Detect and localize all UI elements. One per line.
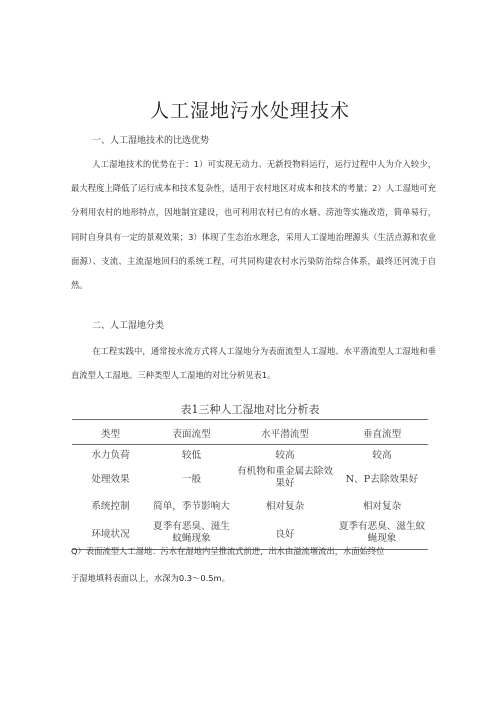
table-row	[72, 493, 428, 516]
section1-paragraph-text: 人工湿地技术的优势在于：1）可实现无动力、无新投物料运行，运行过程中人为介入较少，最大程度上降低了运行成本和技术复杂性，适用于农村地区对成本和技术的考量；2）人工湿地可充分利用农村的地形特点，因地制宜建设，也可利用农村已有的水塘、涝池等实施改造，简单易行，同时自身具有一定的景观效果；3）体现了生态治水理念，采用人工湿地治理源头（生活点源和农业面源）、支流、主流湿地回归的系统工程，可共同构建农村水污染防治综合体系，最终还河流于自然。	[71, 159, 436, 291]
table-header-cell: 表面流型	[172, 429, 211, 440]
table-cell: 环境状况	[91, 528, 130, 540]
table-header-cell: 水平潜流型	[261, 429, 309, 440]
table-row	[72, 444, 428, 463]
section2-paragraph	[71, 339, 436, 387]
section1-paragraph	[71, 152, 436, 297]
table-cell: 水力负荷	[91, 449, 130, 461]
table-top-rule	[72, 419, 428, 420]
table-cell: 夏季有恶臭、滋生蚊蝇现象	[338, 520, 426, 544]
table-cell: 一般	[181, 474, 202, 485]
table-cell: 有机物和重金属去除效果好	[237, 466, 333, 489]
table-cell: 较高	[275, 449, 295, 461]
table-cell: N、P去除效果好	[345, 474, 419, 485]
note-line-2: 于湿地填料表面以上，水深为0.3～0.5m。	[71, 573, 230, 583]
table-row	[72, 463, 428, 493]
table-header-cell: 类型	[100, 429, 121, 440]
table-cell: 相对复杂	[362, 500, 402, 512]
section2-paragraph-text: 在工程实践中，通常按水流方式将人工湿地分为表面流型人工湿地、水平潜流型人工湿地和垂直流型人工湿地。三种类型人工湿地的对比分析见表1。	[71, 346, 436, 381]
comparison-table	[72, 422, 428, 549]
table-header-row	[72, 422, 428, 444]
table-cell: 良好	[275, 528, 295, 540]
table-cell: 系统控制	[91, 500, 130, 512]
table-cell: 相对复杂	[265, 500, 305, 512]
table-cell: 简单，季节影响大	[153, 500, 230, 512]
section1-heading: 一、人工湿地技术的比选优势	[92, 136, 210, 146]
note-line-1: Q）表面流型人工湿地：污水在湿地内呈推流式前进，出水由溢流堰流出，水面始终位	[71, 546, 385, 556]
table-caption: 表1三种人工湿地对比分析表	[180, 403, 320, 416]
table-cell: 处理效果	[91, 474, 130, 485]
table-cell: 夏季有恶臭、滋生蚊蝇现象	[153, 520, 230, 544]
table-cell: 较低	[181, 449, 202, 461]
table-header-rule	[72, 444, 428, 445]
table-header-cell: 垂直流型	[362, 429, 402, 440]
table-cell: 较高	[372, 449, 392, 461]
document-title: 人工湿地污水处理技术	[149, 100, 350, 122]
section2-heading: 二、人工湿地分类	[92, 321, 165, 331]
